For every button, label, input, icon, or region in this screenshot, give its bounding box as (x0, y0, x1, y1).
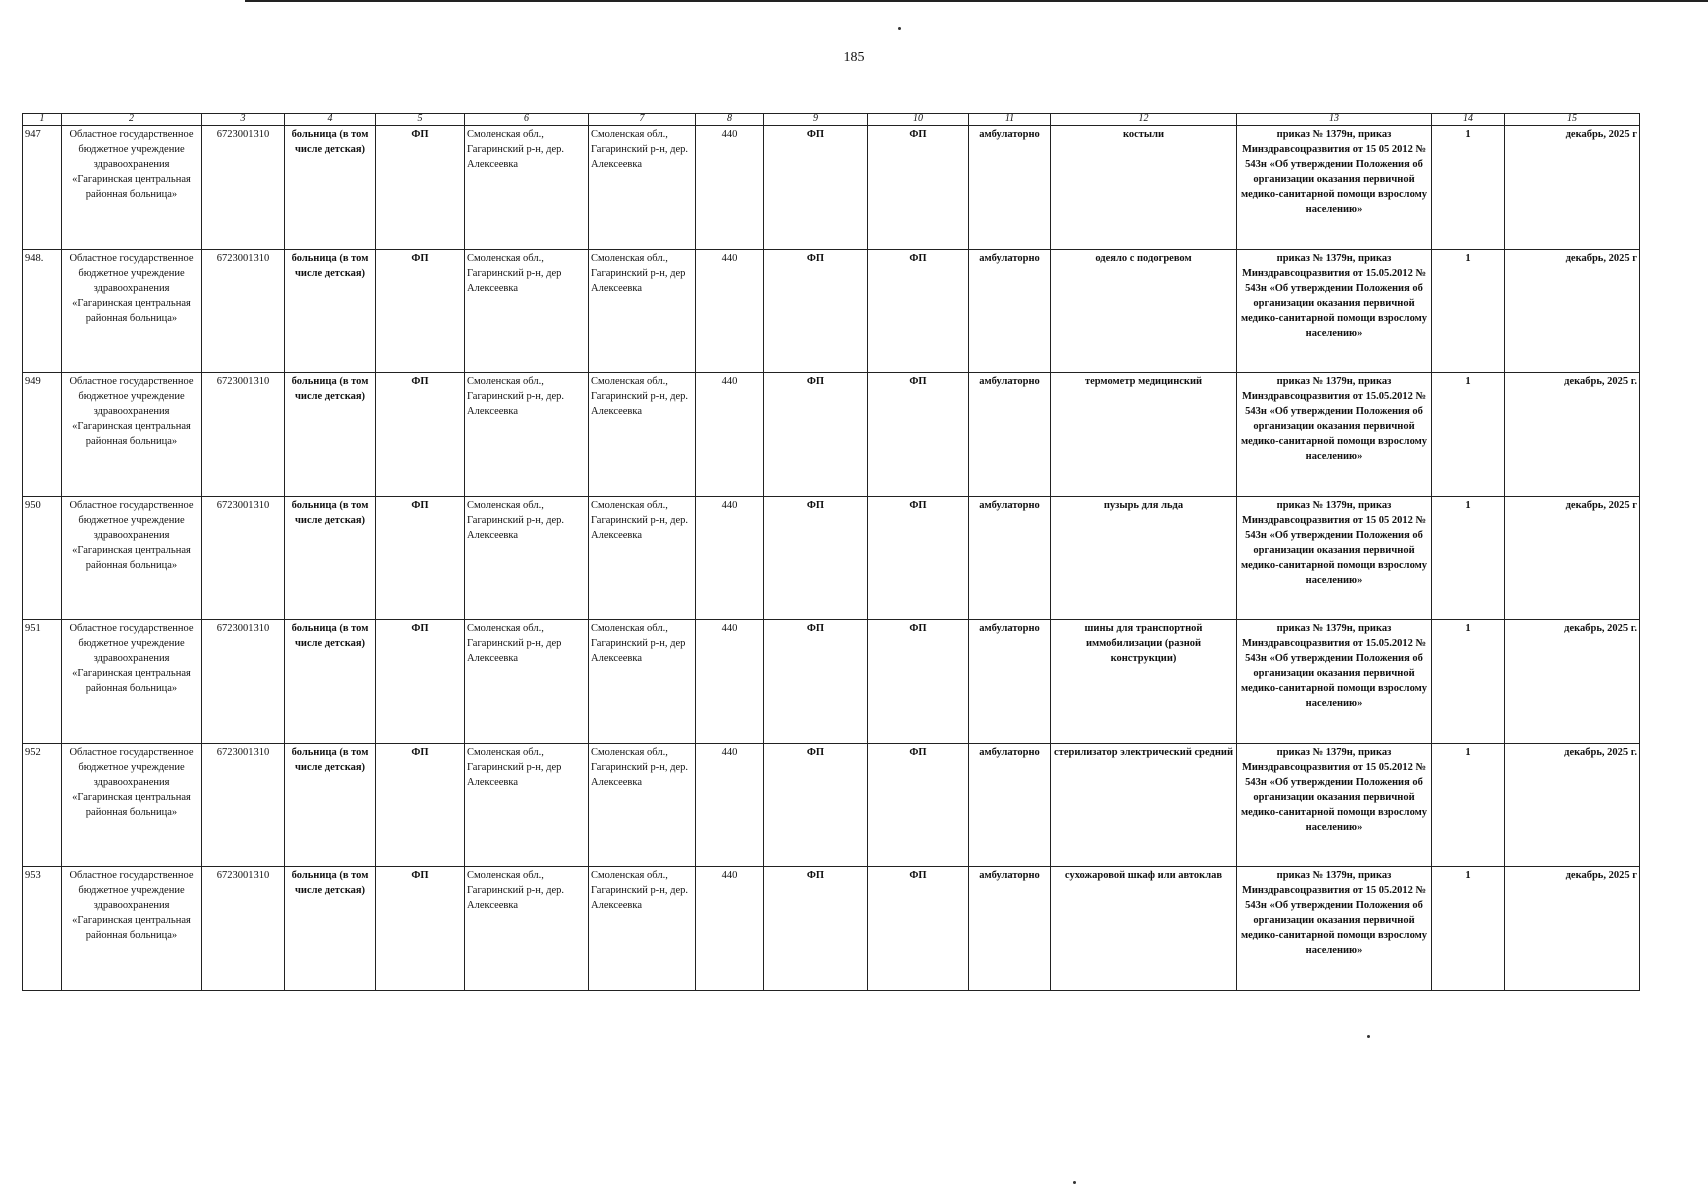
register-table (22, 113, 1640, 991)
row-number: 951 (23, 620, 62, 744)
address-secondary: Смоленская обл., Гагаринский р-н, дер Алексеевка (589, 620, 696, 744)
inn-code: 6723001310 (202, 743, 285, 867)
quantity: 1 (1432, 496, 1505, 620)
quantity: 1 (1432, 249, 1505, 373)
unit-col10: ФП (868, 620, 969, 744)
column-number: 2 (62, 114, 202, 126)
address-primary: Смоленская обл., Гагаринский р-н, дер Алексеевка (465, 249, 589, 373)
address-primary: Смоленская обл., Гагаринский р-н, дер. Алексеевка (465, 496, 589, 620)
equipment-name: сухожаровой шкаф или автоклав (1051, 867, 1237, 991)
legal-basis: приказ № 1379н, приказ Минздравсоцразвития от 15 05.2012 № 543н «Об утверждении Положения об организации оказания первичной медико-санитарной помощи взрослому населению» (1237, 867, 1432, 991)
column-number: 8 (696, 114, 764, 126)
scan-mark (898, 27, 901, 30)
address-primary: Смоленская обл., Гагаринский р-н, дер Алексеевка (465, 743, 589, 867)
address-primary: Смоленская обл., Гагаринский р-н, дер. Алексеевка (465, 126, 589, 250)
scan-mark (1367, 1035, 1370, 1038)
code-value: 440 (696, 373, 764, 497)
address-secondary: Смоленская обл., Гагаринский р-н, дер. Алексеевка (589, 867, 696, 991)
unit-type: ФП (376, 373, 465, 497)
equipment-name: костыли (1051, 126, 1237, 250)
quantity: 1 (1432, 620, 1505, 744)
facility-type: больница (в том числе детская) (285, 496, 376, 620)
unit-type: ФП (376, 620, 465, 744)
unit-col9: ФП (764, 867, 868, 991)
inn-code: 6723001310 (202, 496, 285, 620)
table-row (23, 496, 1640, 620)
unit-type: ФП (376, 867, 465, 991)
row-number: 949 (23, 373, 62, 497)
unit-col9: ФП (764, 743, 868, 867)
deadline-date: декабрь, 2025 г. (1505, 373, 1640, 497)
code-value: 440 (696, 743, 764, 867)
unit-col9: ФП (764, 496, 868, 620)
deadline-date: декабрь, 2025 г (1505, 126, 1640, 250)
unit-col10: ФП (868, 867, 969, 991)
legal-basis: приказ № 1379н, приказ Минздравсоцразвития от 15.05.2012 № 543н «Об утверждении Положения об организации оказания первичной медико-санитарной помощи взрослому населению» (1237, 620, 1432, 744)
address-primary: Смоленская обл., Гагаринский р-н, дер Алексеевка (465, 620, 589, 744)
table-row (23, 126, 1640, 250)
unit-col9: ФП (764, 126, 868, 250)
row-number: 953 (23, 867, 62, 991)
table-body (23, 126, 1640, 991)
row-number: 950 (23, 496, 62, 620)
column-number: 10 (868, 114, 969, 126)
column-number: 14 (1432, 114, 1505, 126)
facility-type: больница (в том числе детская) (285, 743, 376, 867)
organization-name: Областное государственное бюджетное учреждение здравоохранения «Гагаринская центральная районная больница» (62, 867, 202, 991)
address-secondary: Смоленская обл., Гагаринский р-н, дер. Алексеевка (589, 496, 696, 620)
code-value: 440 (696, 126, 764, 250)
row-number: 947 (23, 126, 62, 250)
address-secondary: Смоленская обл., Гагаринский р-н, дер Алексеевка (589, 249, 696, 373)
column-number: 12 (1051, 114, 1237, 126)
care-mode: амбулаторно (969, 743, 1051, 867)
unit-type: ФП (376, 743, 465, 867)
column-number: 4 (285, 114, 376, 126)
inn-code: 6723001310 (202, 373, 285, 497)
scan-mark (1073, 1181, 1076, 1184)
legal-basis: приказ № 1379н, приказ Минздравсоцразвития от 15 05 2012 № 543н «Об утверждении Положения об организации оказания первичной медико-санитарной помощи взрослому населению» (1237, 126, 1432, 250)
column-number: 9 (764, 114, 868, 126)
inn-code: 6723001310 (202, 867, 285, 991)
quantity: 1 (1432, 743, 1505, 867)
care-mode: амбулаторно (969, 620, 1051, 744)
address-primary: Смоленская обл., Гагаринский р-н, дер. Алексеевка (465, 373, 589, 497)
column-number: 13 (1237, 114, 1432, 126)
code-value: 440 (696, 496, 764, 620)
column-number: 11 (969, 114, 1051, 126)
facility-type: больница (в том числе детская) (285, 867, 376, 991)
care-mode: амбулаторно (969, 496, 1051, 620)
address-primary: Смоленская обл., Гагаринский р-н, дер. Алексеевка (465, 867, 589, 991)
deadline-date: декабрь, 2025 г. (1505, 743, 1640, 867)
table-row (23, 867, 1640, 991)
unit-col9: ФП (764, 373, 868, 497)
equipment-name: термометр медицинский (1051, 373, 1237, 497)
organization-name: Областное государственное бюджетное учреждение здравоохранения «Гагаринская центральная районная больница» (62, 496, 202, 620)
unit-col9: ФП (764, 249, 868, 373)
inn-code: 6723001310 (202, 249, 285, 373)
organization-name: Областное государственное бюджетное учреждение здравоохранения «Гагаринская центральная районная больница» (62, 249, 202, 373)
unit-col10: ФП (868, 373, 969, 497)
unit-col10: ФП (868, 496, 969, 620)
column-number: 5 (376, 114, 465, 126)
care-mode: амбулаторно (969, 373, 1051, 497)
column-number: 6 (465, 114, 589, 126)
equipment-name: пузырь для льда (1051, 496, 1237, 620)
care-mode: амбулаторно (969, 126, 1051, 250)
legal-basis: приказ № 1379н, приказ Минздравсоцразвития от 15 05 2012 № 543н «Об утверждении Положения об организации оказания первичной медико-санитарной помощи взрослому населению» (1237, 496, 1432, 620)
equipment-name: стерилизатор электрический средний (1051, 743, 1237, 867)
unit-type: ФП (376, 496, 465, 620)
inn-code: 6723001310 (202, 126, 285, 250)
unit-type: ФП (376, 249, 465, 373)
table-row (23, 743, 1640, 867)
table-row (23, 249, 1640, 373)
top-rule (245, 0, 1708, 2)
address-secondary: Смоленская обл., Гагаринский р-н, дер. Алексеевка (589, 126, 696, 250)
facility-type: больница (в том числе детская) (285, 373, 376, 497)
unit-col10: ФП (868, 743, 969, 867)
deadline-date: декабрь, 2025 г. (1505, 620, 1640, 744)
equipment-name: одеяло с подогревом (1051, 249, 1237, 373)
equipment-name: шины для транспортной иммобилизации (разной конструкции) (1051, 620, 1237, 744)
row-number: 952 (23, 743, 62, 867)
inn-code: 6723001310 (202, 620, 285, 744)
organization-name: Областное государственное бюджетное учреждение здравоохранения «Гагаринская центральная районная больница» (62, 126, 202, 250)
code-value: 440 (696, 249, 764, 373)
facility-type: больница (в том числе детская) (285, 249, 376, 373)
facility-type: больница (в том числе детская) (285, 620, 376, 744)
legal-basis: приказ № 1379н, приказ Минздравсоцразвития от 15.05.2012 № 543н «Об утверждении Положения об организации оказания первичной медико-санитарной помощи взрослому населению» (1237, 373, 1432, 497)
organization-name: Областное государственное бюджетное учреждение здравоохранения «Гагаринская центральная районная больница» (62, 743, 202, 867)
code-value: 440 (696, 867, 764, 991)
table-row (23, 373, 1640, 497)
table-row (23, 620, 1640, 744)
quantity: 1 (1432, 867, 1505, 991)
deadline-date: декабрь, 2025 г (1505, 249, 1640, 373)
quantity: 1 (1432, 373, 1505, 497)
unit-col9: ФП (764, 620, 868, 744)
unit-col10: ФП (868, 126, 969, 250)
column-number: 7 (589, 114, 696, 126)
deadline-date: декабрь, 2025 г (1505, 496, 1640, 620)
column-number: 3 (202, 114, 285, 126)
unit-type: ФП (376, 126, 465, 250)
organization-name: Областное государственное бюджетное учреждение здравоохранения «Гагаринская центральная районная больница» (62, 620, 202, 744)
care-mode: амбулаторно (969, 249, 1051, 373)
organization-name: Областное государственное бюджетное учреждение здравоохранения «Гагаринская центральная районная больница» (62, 373, 202, 497)
facility-type: больница (в том числе детская) (285, 126, 376, 250)
care-mode: амбулаторно (969, 867, 1051, 991)
deadline-date: декабрь, 2025 г (1505, 867, 1640, 991)
address-secondary: Смоленская обл., Гагаринский р-н, дер. Алексеевка (589, 373, 696, 497)
row-number: 948. (23, 249, 62, 373)
unit-col10: ФП (868, 249, 969, 373)
column-number: 1 (23, 114, 62, 126)
address-secondary: Смоленская обл., Гагаринский р-н, дер. Алексеевка (589, 743, 696, 867)
code-value: 440 (696, 620, 764, 744)
column-number: 15 (1505, 114, 1640, 126)
legal-basis: приказ № 1379н, приказ Минздравсоцразвития от 15.05.2012 № 543н «Об утверждении Положения об организации оказания первичной медико-санитарной помощи взрослому населению» (1237, 249, 1432, 373)
column-numbers-row (23, 114, 1640, 126)
page-number: 185 (843, 50, 865, 65)
quantity: 1 (1432, 126, 1505, 250)
legal-basis: приказ № 1379н, приказ Минздравсоцразвития от 15 05.2012 № 543н «Об утверждении Положения об организации оказания первичной медико-санитарной помощи взрослому населению» (1237, 743, 1432, 867)
